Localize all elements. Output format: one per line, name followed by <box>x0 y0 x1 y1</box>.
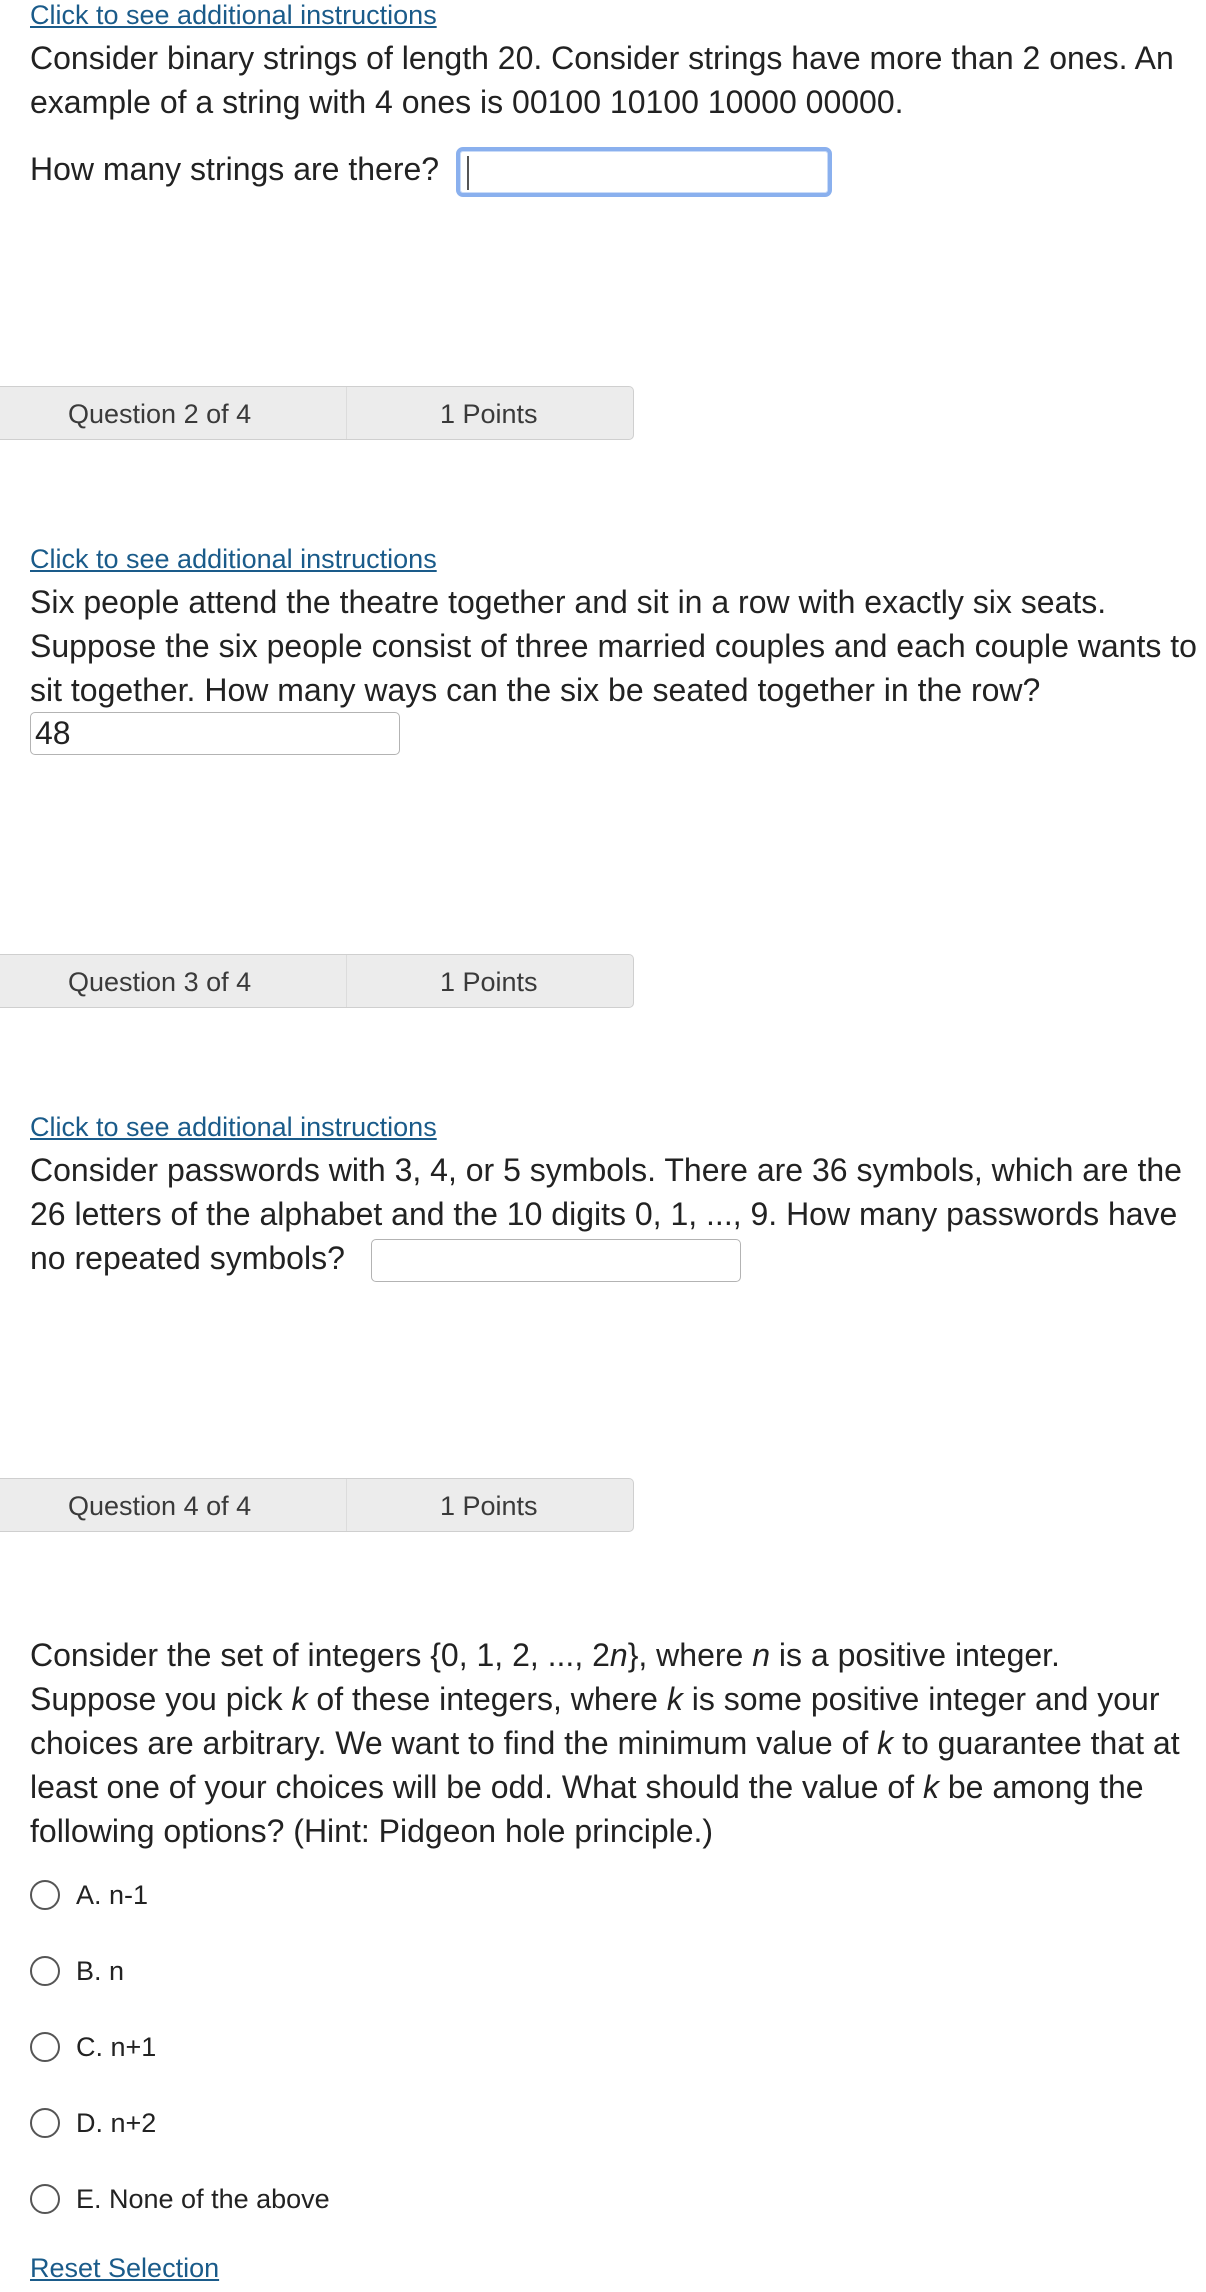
question-4-line-1: Consider the set of integers {0, 1, 2, ..., 2n}, where n is a positive integer. <box>30 1637 1060 1673</box>
question-2-number: Question 2 of 4 <box>68 399 252 429</box>
option-d[interactable] <box>30 2105 156 2141</box>
question-2-header <box>0 386 634 440</box>
question-1-prompt: How many strings are there? <box>30 151 440 187</box>
question-3-header <box>0 954 634 1008</box>
question-1-line-2: example of a string with 4 ones is 00100 10100 10000 00000. <box>30 84 904 120</box>
question-4-points: 1 Points <box>440 1491 538 1521</box>
additional-instructions-link-q3[interactable]: Click to see additional instructions <box>30 1112 437 1142</box>
reset-selection-link[interactable]: Reset Selection <box>30 2253 220 2283</box>
question-2-text <box>30 580 1200 712</box>
question-4-line-4: least one of your choices will be odd. What should the value of k be among the <box>30 1769 1144 1805</box>
option-c-label: C. n+1 <box>76 2031 157 2062</box>
question-4-header <box>0 1478 634 1532</box>
question-2-line-3: sit together. How many ways can the six be seated together in the row? <box>30 672 1041 708</box>
option-a-label: A. n-1 <box>76 1879 149 1910</box>
option-b[interactable] <box>30 1953 124 1989</box>
question-2-answer-input[interactable]: 48 <box>30 712 400 755</box>
question-3-line-2: 26 letters of the alphabet and the 10 digits 0, 1, ..., 9. How many passwords have <box>30 1196 1178 1232</box>
question-3-line-3: no repeated symbols? <box>30 1240 345 1276</box>
text-caret <box>467 156 469 190</box>
question-1-answer-input[interactable] <box>456 147 832 197</box>
header-divider <box>346 955 347 1007</box>
question-4-line-3: choices are arbitrary. We want to find the minimum value of k to guarantee that at <box>30 1725 1180 1761</box>
question-4-text <box>30 1633 1200 1853</box>
radio-button-icon[interactable] <box>30 2108 60 2138</box>
radio-button-icon[interactable] <box>30 1880 60 1910</box>
radio-button-icon[interactable] <box>30 2032 60 2062</box>
question-1-text <box>30 36 1200 124</box>
question-3-text <box>30 1148 1200 1282</box>
additional-instructions-link-q1[interactable]: Click to see additional instructions <box>30 0 437 30</box>
question-3-number: Question 3 of 4 <box>68 967 252 997</box>
option-d-label: D. n+2 <box>76 2107 157 2138</box>
question-2-line-1: Six people attend the theatre together and sit in a row with exactly six seats. <box>30 584 1107 620</box>
question-3-points: 1 Points <box>440 967 538 997</box>
header-divider <box>346 1479 347 1531</box>
question-4-number: Question 4 of 4 <box>68 1491 252 1521</box>
option-a[interactable] <box>30 1877 148 1913</box>
option-e[interactable] <box>30 2181 330 2217</box>
header-divider <box>346 387 347 439</box>
radio-button-icon[interactable] <box>30 2184 60 2214</box>
radio-button-icon[interactable] <box>30 1956 60 1986</box>
question-3-answer-input[interactable] <box>371 1239 741 1282</box>
additional-instructions-link-q2[interactable]: Click to see additional instructions <box>30 544 437 574</box>
option-b-label: B. n <box>76 1955 125 1986</box>
question-3-line-1: Consider passwords with 3, 4, or 5 symbols. There are 36 symbols, which are the <box>30 1152 1182 1188</box>
question-1-prompt-row <box>30 142 1200 196</box>
option-e-label: E. None of the above <box>76 2183 330 2214</box>
question-2-line-2: Suppose the six people consist of three married couples and each couple wants to <box>30 628 1197 664</box>
question-1-line-1: Consider binary strings of length 20. Consider strings have more than 2 ones. An <box>30 40 1174 76</box>
question-4-line-2: Suppose you pick k of these integers, where k is some positive integer and your <box>30 1681 1160 1717</box>
question-4-line-5: following options? (Hint: Pidgeon hole principle.) <box>30 1813 714 1849</box>
option-c[interactable] <box>30 2029 156 2065</box>
question-2-points: 1 Points <box>440 399 538 429</box>
question-3-line-3-row <box>30 1236 1200 1282</box>
